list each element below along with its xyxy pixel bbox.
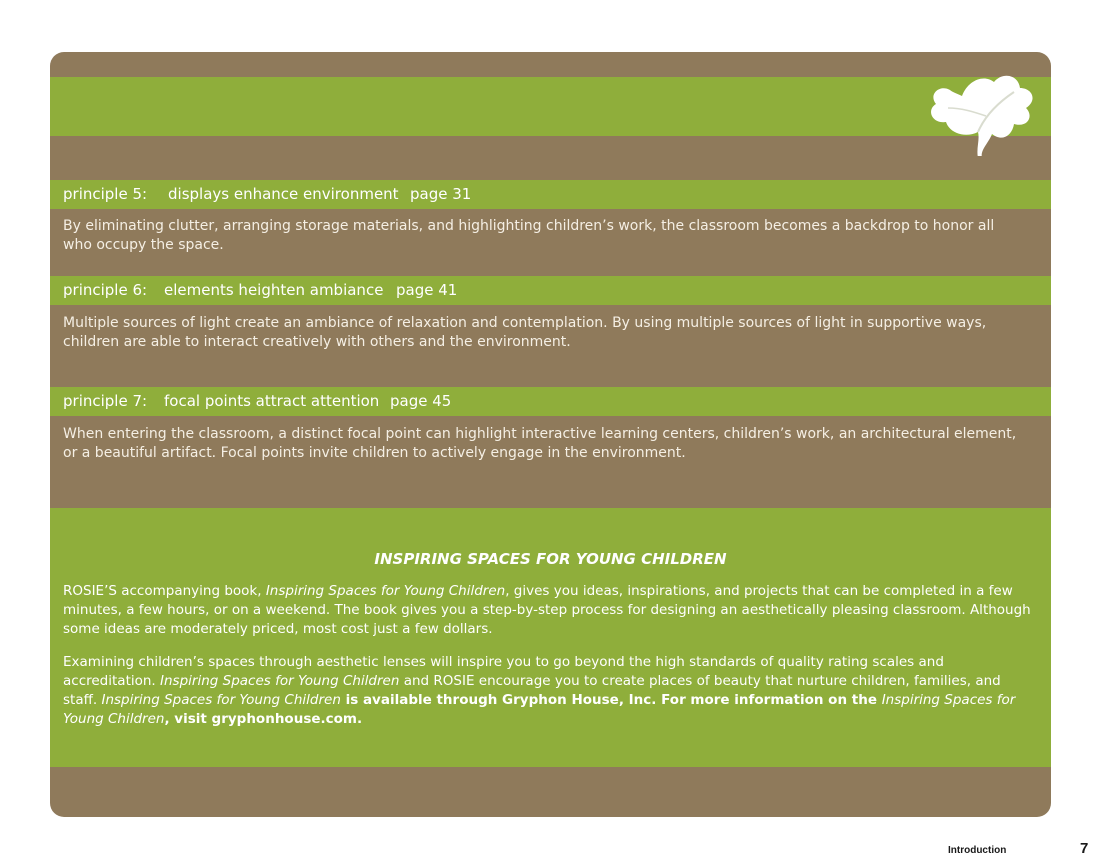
principle-7-bar [50,387,1051,416]
principle-5-description: By eliminating clutter, arranging storage materials, and highlighting children’s work, the classroom becomes a backdrop to honor all who occupy the space. [63,218,995,253]
principle-5-page: page 31 [410,185,472,203]
book-p1-text: ROSIE’S accompanying book, [63,583,266,599]
book-title-italic: Inspiring Spaces for Young Children [101,692,341,708]
principle-7-description: When entering the classroom, a distinct focal point can highlight interactive learning centers, children’s work, an architectural element, or a beautiful artifact. Focal points invite children to actively engage in the environment. [63,426,1017,461]
content-panel [50,52,1051,817]
book-paragraph-1 [63,582,1038,639]
book-title-italic: Inspiring Spaces for Young Children [63,692,1016,727]
principle-7-number: principle 7: [63,392,148,410]
principle-5-title: displays enhance environment [168,185,399,203]
leaf-icon [922,66,1040,156]
principle-7-page: page 45 [390,392,452,410]
principle-6-description: Multiple sources of light create an ambiance of relaxation and contemplation. By using multiple sources of light in supportive ways, children are able to interact creatively with others and the environment. [63,315,987,350]
footer-section-label: Introduction [948,845,1007,856]
book-p2-text-mid: and ROSIE encourage you to create places of beauty that nurture children, families, and staff. [63,673,1001,708]
book-website-text: , visit gryphonhouse.com. [164,711,363,727]
book-availability-text: is available through Gryphon House, Inc. For more information on the [340,692,882,708]
book-section-title: INSPIRING SPACES FOR YOUNG CHILDREN [374,550,727,568]
principle-5-bar [50,180,1051,209]
book-p1-text-rest: , gives you ideas, inspirations, and projects that can be completed in a few minutes, a few hours, or on a weekend. The book gives you a step-by-step process for designing an aesthetically pleasing classroom. Although some ideas are moderately priced, most cost just a few dollars. [63,583,1031,637]
book-title-italic: Inspiring Spaces for Young Children [160,673,400,689]
header-green-band [50,77,1051,136]
principle-6-title: elements heighten ambiance [164,281,384,299]
book-paragraph-2 [63,653,1038,729]
principle-6-page: page 41 [396,281,458,299]
principle-5-number: principle 5: [63,185,148,203]
principle-6-bar [50,276,1051,305]
book-p2-text: Examining children’s spaces through aesthetic lenses will inspire you to go beyond the high standards of quality rating scales and accreditation. [63,654,944,689]
book-title-italic: Inspiring Spaces for Young Children [265,583,506,599]
principle-7-title: focal points attract attention [164,392,380,410]
page-number: 7 [1080,840,1089,857]
principle-6-number: principle 6: [63,281,148,299]
